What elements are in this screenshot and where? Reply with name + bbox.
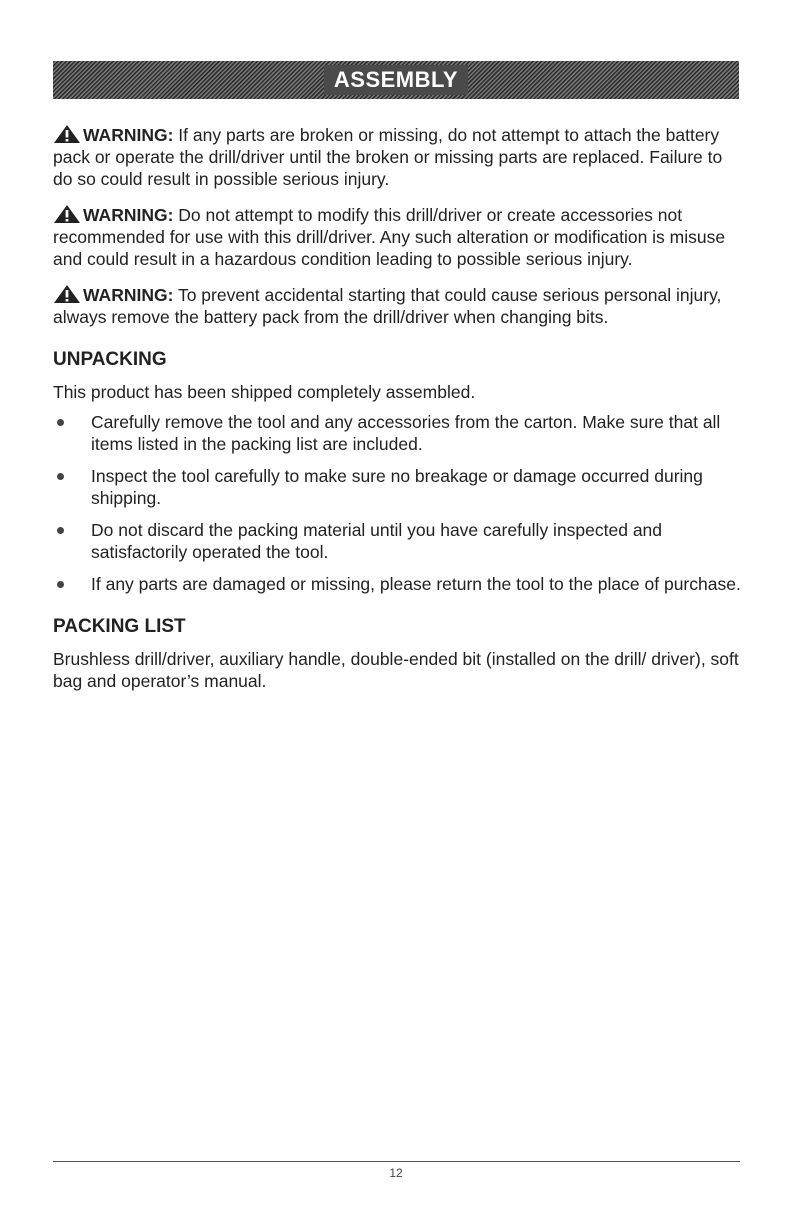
packing-list-heading: PACKING LIST (53, 616, 186, 637)
list-item (53, 411, 743, 455)
unpacking-intro: This product has been shipped completely assembled. (53, 382, 476, 402)
warning-block-2 (53, 204, 743, 270)
warning-text: Do not attempt to modify this drill/driver or create accessories not recommended for use with this drill/driver. Any such alteration or modification is misuse and could result in a hazardous condition leading to possible serious injury. (53, 205, 726, 269)
footer-divider (53, 1161, 740, 1162)
page-number: 12 (389, 1166, 403, 1180)
list-item-text: Carefully remove the tool and any accessories from the carton. Make sure that all items listed in the packing list are included. (91, 412, 721, 454)
warning-label: WARNING: (83, 125, 174, 145)
bullet-icon (57, 473, 64, 480)
list-item-text: If any parts are damaged or missing, please return the tool to the place of purchase. (91, 574, 741, 594)
warning-triangle-icon (53, 284, 81, 304)
warning-block-1 (53, 124, 743, 190)
warning-triangle-icon (53, 204, 81, 224)
unpacking-heading: UNPACKING (53, 349, 167, 370)
section-banner (53, 61, 739, 99)
bullet-icon (57, 419, 64, 426)
warning-block-3 (53, 284, 743, 328)
list-item-text: Do not discard the packing material until you have carefully inspected and satisfactorily operated the tool. (91, 520, 663, 562)
warning-triangle-icon (53, 124, 81, 144)
warning-text: If any parts are broken or missing, do not attempt to attach the battery pack or operate the drill/driver until the broken or missing parts are replaced. Failure to do so could result in possible serious injury. (53, 125, 723, 189)
packing-list-text: Brushless drill/driver, auxiliary handle, double-ended bit (installed on the drill/ driver), soft bag and operator’s manual. (53, 649, 739, 691)
bullet-icon (57, 581, 64, 588)
section-title: ASSEMBLY (324, 65, 468, 95)
warning-label: WARNING: (83, 205, 174, 225)
bullet-icon (57, 527, 64, 534)
warning-text: To prevent accidental starting that could cause serious personal injury, always remove the battery pack from the drill/driver when changing bits. (53, 285, 722, 327)
list-item (53, 573, 743, 595)
page-content (53, 124, 743, 692)
unpacking-list (53, 411, 743, 595)
list-item (53, 465, 743, 509)
list-item (53, 519, 743, 563)
warning-label: WARNING: (83, 285, 174, 305)
list-item-text: Inspect the tool carefully to make sure no breakage or damage occurred during shipping. (91, 466, 703, 508)
